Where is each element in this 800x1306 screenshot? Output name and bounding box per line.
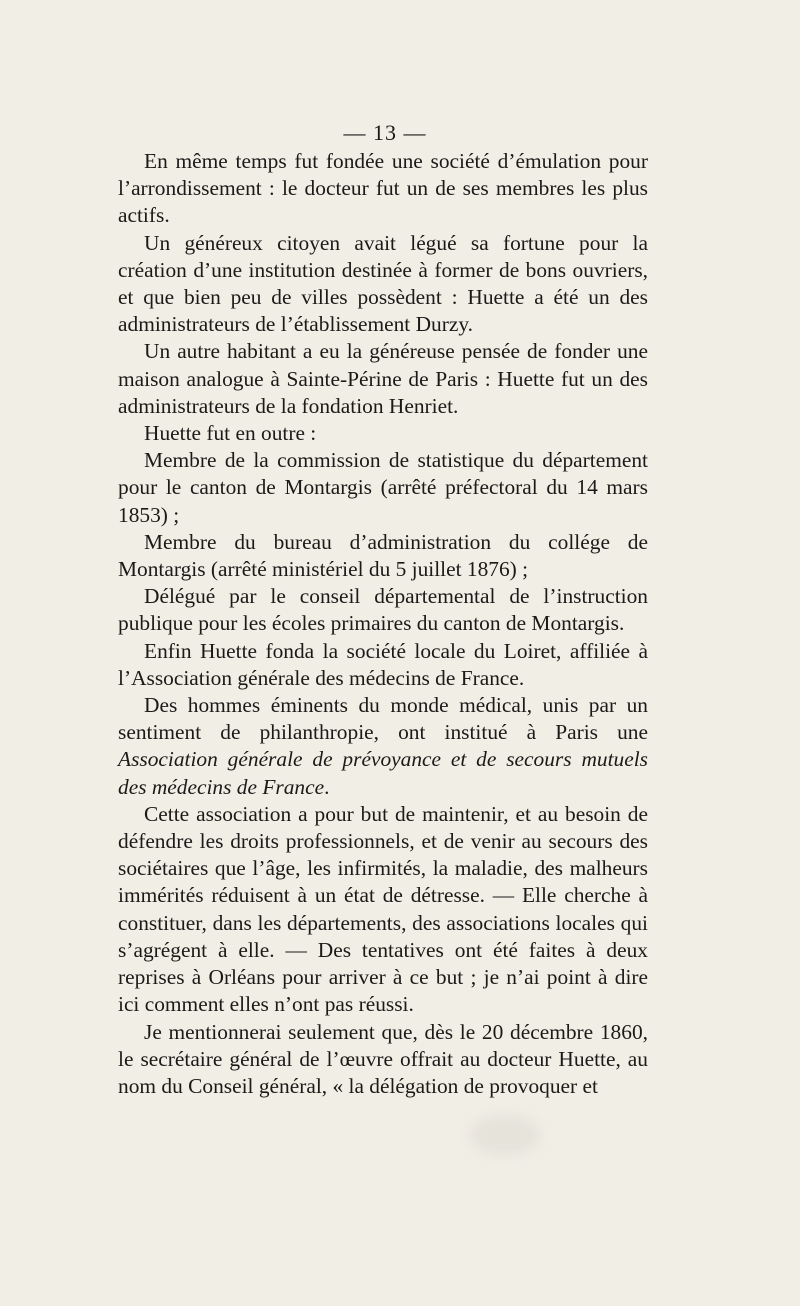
paragraph: En même temps fut fondée une société d’émulation pour l’arrondissement : le docteur fut un de ses membres les plus actifs. bbox=[118, 149, 648, 228]
paragraph: Je mentionnerai seulement que, dès le 20 décembre 1860, le secrétaire général de l’œuvre offrait au docteur Huette, au nom du Conseil général, « la délégation de provoquer et bbox=[118, 1019, 648, 1098]
paragraph-association bbox=[118, 692, 648, 801]
page-number: — 13 — bbox=[343, 120, 427, 145]
paragraph: Membre de la commission de statistique du département pour le canton de Montargis (arrêté préfectoral du 14 mars 1853) ; bbox=[118, 448, 648, 527]
body-text bbox=[118, 148, 648, 1100]
text-run: . bbox=[324, 774, 330, 799]
paragraph: Enfin Huette fonda la société locale du Loiret, affiliée à l’Association générale des médecins de France. bbox=[118, 638, 648, 690]
paragraph: Un généreux citoyen avait légué sa fortune pour la création d’une institution destinée à former de bons ouvriers, et que bien peu de villes possèdent : Huette a été un des administrateurs de l’établissement Durzy. bbox=[118, 230, 648, 337]
paper-stain bbox=[470, 1115, 540, 1155]
paragraph: Délégué par le conseil départemental de l’instruction publique pour les écoles primaires du canton de Montargis. bbox=[118, 584, 648, 636]
association-name: Association générale de prévoyance et de secours mutuels des médecins de France bbox=[118, 747, 648, 799]
paragraph: Cette association a pour but de maintenir, et au besoin de défendre les droits professionnels, et de venir au secours des sociétaires que l’âge, les infirmités, la maladie, des malheurs immérités réduisent à un état de détresse. — Elle cherche à constituer, dans les départements, des associations locales qui s’agrégent à elle. — Des tentatives ont été faites à deux reprises à Orléans pour arriver à ce but ; je n’ai point à dire ici comment elles n’ont pas réussi. bbox=[118, 801, 648, 1017]
text-run: Des hommes éminents du monde médical, unis par un sentiment de philanthropie, ont institué à Paris une bbox=[118, 693, 648, 745]
paragraph: Un autre habitant a eu la généreuse pensée de fonder une maison analogue à Sainte-Périne de Paris : Huette fut un des administrateurs de la fondation Henriet. bbox=[118, 339, 648, 418]
paragraph: Membre du bureau d’administration du collége de Montargis (arrêté ministériel du 5 juillet 1876) ; bbox=[118, 529, 648, 582]
paragraph: Huette fut en outre : bbox=[144, 421, 317, 446]
